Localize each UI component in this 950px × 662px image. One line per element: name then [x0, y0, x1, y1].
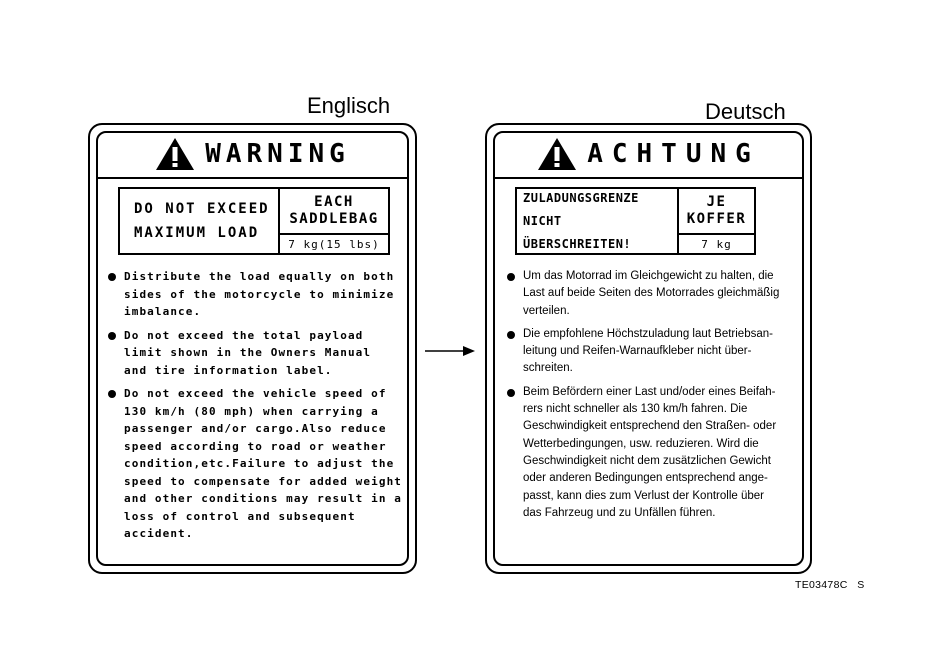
german-table-right-line1: JE — [706, 194, 727, 210]
list-item — [505, 268, 795, 320]
bullet-dot-icon — [108, 273, 116, 281]
english-bullet-list — [106, 268, 402, 549]
german-table-weight-value: 7 kg — [701, 237, 732, 251]
list-item — [505, 384, 795, 522]
german-table-left-line1: ZULADUNGSGRENZE — [523, 190, 639, 205]
english-bullet-text-2: Do not exceed the total payload limit shown in the Owners Manual and tire information label. — [124, 328, 372, 377]
english-table-saddlebag-heading — [280, 189, 388, 235]
list-item — [106, 385, 402, 543]
language-label-german: Deutsch — [705, 99, 786, 124]
english-table-left-line1: DO NOT EXCEED — [134, 201, 270, 217]
english-label-header — [96, 133, 409, 175]
english-table-weight-row — [280, 235, 388, 253]
german-header-title: ACHTUNG — [587, 139, 760, 169]
german-label-header — [493, 133, 804, 175]
arrow-right-icon — [425, 344, 475, 358]
english-load-table — [118, 187, 390, 255]
german-table-left-line2: NICHT ÜBERSCHREITEN! — [523, 213, 632, 251]
english-header-divider — [96, 177, 409, 179]
german-table-koffer-cell — [679, 189, 754, 253]
english-bullet-text-1: Distribute the load equally on both sides of the motorcycle to minimize imbalance. — [124, 270, 395, 318]
warning-triangle-icon — [155, 137, 195, 171]
figure-code: TE03478C S — [795, 579, 865, 591]
german-bullet-text-1: Um das Motorrad im Gleichgewicht zu halten, die Last auf beide Seiten des Motorrades gleichmäßig verteilen. — [523, 270, 780, 317]
german-table-max-load-cell — [517, 189, 679, 253]
english-table-right-line2: SADDLEBAG — [289, 211, 379, 227]
german-bullet-text-3: Beim Befördern einer Last und/oder eines Beifah- rers nicht schneller als 130 km/h fahren. Die Geschwindigkeit entsprechend den Straßen- oder Wetterbedingungen, usw. reduzieren. Wird die Geschwindigkeit nicht dem zusätzlichen Gewicht oder anderen Bedingungen entsprechend ange- passt, kann dies zum Verlust der Kontrolle über das Fahrzeug und zu Unfällen führen. — [523, 385, 777, 519]
german-header-divider — [493, 177, 804, 179]
warning-triangle-icon — [537, 137, 577, 171]
english-header-title: WARNING — [205, 139, 350, 169]
english-table-right-line1: EACH — [314, 194, 354, 210]
german-table-weight-row — [679, 235, 754, 253]
english-table-left-line2: MAXIMUM LOAD — [134, 225, 260, 241]
bullet-dot-icon — [507, 331, 515, 339]
language-label-english: Englisch — [307, 93, 391, 118]
german-table-koffer-heading — [679, 189, 754, 235]
bullet-dot-icon — [507, 389, 515, 397]
english-table-weight-value: 7 kg(15 lbs) — [288, 237, 380, 251]
german-load-table — [515, 187, 756, 255]
english-table-max-load-cell — [120, 189, 280, 253]
english-table-saddlebag-cell — [280, 189, 388, 253]
german-bullet-list — [505, 268, 795, 528]
list-item — [106, 327, 402, 380]
english-bullet-text-3: Do not exceed the vehicle speed of 130 km/h (80 mph) when carrying a passenger and/or cargo.Also reduce speed according to road or weather condition,etc.Failure to adjust the speed to compensate for added weight and other conditions may result in a loss of control and subsequent accident. — [124, 387, 403, 540]
german-bullet-text-2: Die empfohlene Höchstzuladung laut Betriebsan- leitung und Reifen-Warnaufkleber nicht über- schreiten. — [523, 327, 773, 375]
list-item — [106, 268, 402, 321]
bullet-dot-icon — [507, 273, 515, 281]
bullet-dot-icon — [108, 390, 116, 398]
list-item — [505, 326, 795, 378]
bullet-dot-icon — [108, 332, 116, 340]
german-table-right-line2: KOFFER — [686, 211, 747, 227]
